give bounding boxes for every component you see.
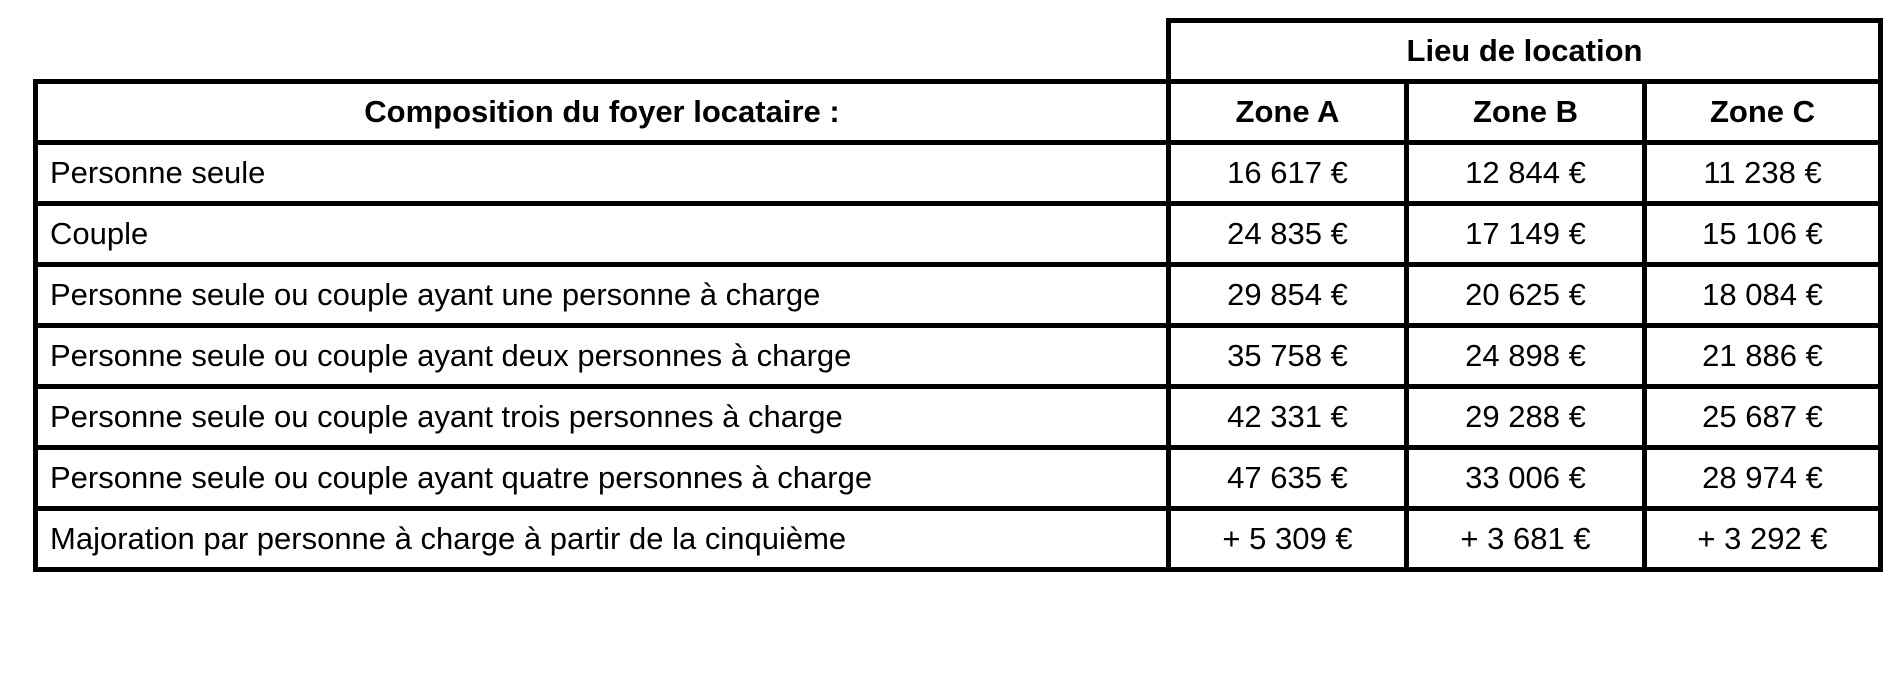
zone-b-header: Zone B <box>1407 82 1645 143</box>
table-row <box>36 448 1881 509</box>
zone-b-amount: 12 844 € <box>1407 143 1645 204</box>
zone-a-amount: 42 331 € <box>1169 387 1407 448</box>
row-label: Majoration par personne à charge à partir de la cinquième <box>36 509 1169 570</box>
table-row <box>36 204 1881 265</box>
row-label: Personne seule <box>36 143 1169 204</box>
zone-c-amount: 28 974 € <box>1645 448 1881 509</box>
zone-c-amount: 15 106 € <box>1645 204 1881 265</box>
zone-c-amount: 18 084 € <box>1645 265 1881 326</box>
zone-c-amount: + 3 292 € <box>1645 509 1881 570</box>
zone-a-amount: 29 854 € <box>1169 265 1407 326</box>
zone-b-amount: 24 898 € <box>1407 326 1645 387</box>
rental-location-header: Lieu de location <box>1169 21 1881 82</box>
zone-a-amount: 35 758 € <box>1169 326 1407 387</box>
zone-a-header: Zone A <box>1169 82 1407 143</box>
row-label: Personne seule ou couple ayant trois personnes à charge <box>36 387 1169 448</box>
row-label: Personne seule ou couple ayant deux personnes à charge <box>36 326 1169 387</box>
row-label: Couple <box>36 204 1169 265</box>
zone-c-amount: 21 886 € <box>1645 326 1881 387</box>
zone-c-amount: 11 238 € <box>1645 143 1881 204</box>
empty-corner-cell <box>36 21 1169 82</box>
zone-c-amount: 25 687 € <box>1645 387 1881 448</box>
zone-a-amount: 47 635 € <box>1169 448 1407 509</box>
zone-b-amount: 17 149 € <box>1407 204 1645 265</box>
table-row <box>36 509 1881 570</box>
zone-a-amount: 16 617 € <box>1169 143 1407 204</box>
table-row <box>36 387 1881 448</box>
table-row <box>36 326 1881 387</box>
zone-b-amount: 29 288 € <box>1407 387 1645 448</box>
zone-b-amount: 33 006 € <box>1407 448 1645 509</box>
zone-c-header: Zone C <box>1645 82 1881 143</box>
table-row <box>36 143 1881 204</box>
household-composition-header: Composition du foyer locataire : <box>36 82 1169 143</box>
zone-b-amount: 20 625 € <box>1407 265 1645 326</box>
zone-a-amount: 24 835 € <box>1169 204 1407 265</box>
zone-a-amount: + 5 309 € <box>1169 509 1407 570</box>
row-label: Personne seule ou couple ayant quatre personnes à charge <box>36 448 1169 509</box>
group-header-row <box>36 21 1881 82</box>
row-label: Personne seule ou couple ayant une personne à charge <box>36 265 1169 326</box>
column-header-row <box>36 82 1881 143</box>
zone-b-amount: + 3 681 € <box>1407 509 1645 570</box>
income-ceiling-table <box>33 18 1883 572</box>
table-row <box>36 265 1881 326</box>
